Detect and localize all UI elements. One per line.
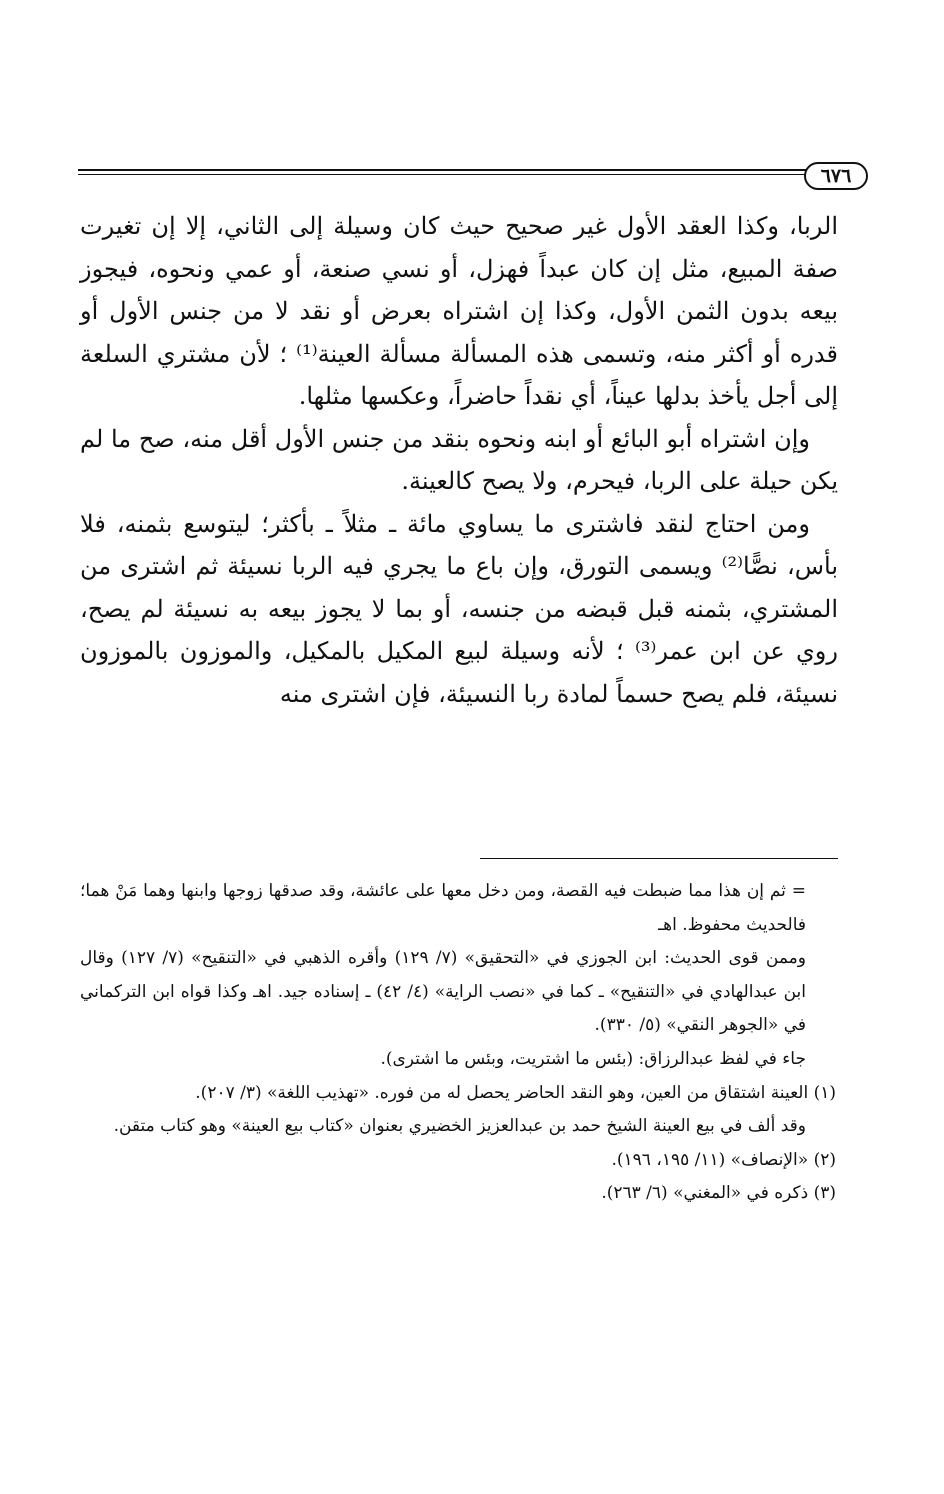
footnote-continuation-3: جاء في لفظ عبدالرزاق: (بئس ما اشتريت، وبئس ما اشترى).: [380, 1048, 806, 1069]
footnote-separator: [480, 858, 838, 859]
footnotes: [80, 875, 836, 1211]
header-rule-thin: [78, 174, 808, 175]
footnote-1: (١) العينة اشتقاق من العين، وهو النقد الحاضر يحصل له من فوره. «تهذيب اللغة» (٣/ ٢٠٧).: [195, 1082, 836, 1103]
paragraph-3: ومن احتاج لنقد فاشترى ما يساوي مائة ـ مثلاً ـ بأكثر؛ ليتوسع بثمنه، فلا بأس، نصًّا⁽²⁾ ويسمى التورق، وإن باع ما يجري فيه الربا نسيئة ثم اشترى من المشتري، بثمنه قبل قبضه من جنسه، أو بما لا يجوز بيعه به نسيئة لم يصح، روي عن ابن عمر⁽³⁾ ؛ لأنه وسيلة لبيع المكيل بالمكيل، والموزون بالموزون نسيئة، فلم يصح حسماً لمادة ربا النسيئة، فإن اشترى منه: [80, 509, 838, 708]
footnote-continuation: = ثم إن هذا مما ضبطت فيه القصة، ومن دخل معها على عائشة، وقد صدقها زوجها وابنها وهما مَنْ هما؛ فالحديث محفوظ. اهـ: [80, 881, 806, 935]
header-rule-thick: [78, 169, 808, 171]
footnote-2: (٢) «الإنصاف» (١١/ ١٩٥، ١٩٦).: [611, 1149, 836, 1170]
paragraph-1: الربا، وكذا العقد الأول غير صحيح حيث كان وسيلة إلى الثاني، إلا إن تغيرت صفة المبيع، مثل إن كان عبداً فهزل، أو نسي صنعة، أو عمي ونحوه، فيجوز بيعه بدون الثمن الأول، وكذا إن اشتراه بعرض أو نقد لا من جنس الأول أو قدره أو أكثر منه، وتسمى هذه المسألة مسألة العينة⁽¹⁾ ؛ لأن مشتري السلعة إلى أجل يأخذ بدلها عيناً، أي نقداً حاضراً، وعكسها مثلها.: [80, 212, 839, 410]
footnote-1-extra: وقد ألف في بيع العينة الشيخ حمد بن عبدالعزيز الخضيري بعنوان «كتاب بيع العينة» وهو كتاب متقن.: [113, 1116, 806, 1137]
page-header: [78, 162, 868, 192]
page-number: ٦٧٦: [804, 162, 868, 190]
footnote-continuation-2: وممن قوى الحديث: ابن الجوزي في «التحقيق» (٧/ ١٢٩) وأقره الذهبي في «التنقيح» (٧/ ١٢٧) وقال ابن عبدالهادي في «التنقيح» ـ كما في «نصب الراية» (٤/ ٤٢) ـ إسناده جيد. اهـ وكذا قواه ابن التركماني في «الجوهر النقي» (٥/ ٣٣٠).: [80, 948, 806, 1036]
main-text: [80, 205, 838, 715]
paragraph-2: وإن اشتراه أبو البائع أو ابنه ونحوه بنقد من جنس الأول أقل منه، صح ما لم يكن حيلة على الربا، فيحرم، ولا يصح كالعينة.: [80, 424, 838, 495]
footnote-3: (٣) ذكره في «المغني» (٦/ ٢٦٣).: [601, 1183, 836, 1204]
